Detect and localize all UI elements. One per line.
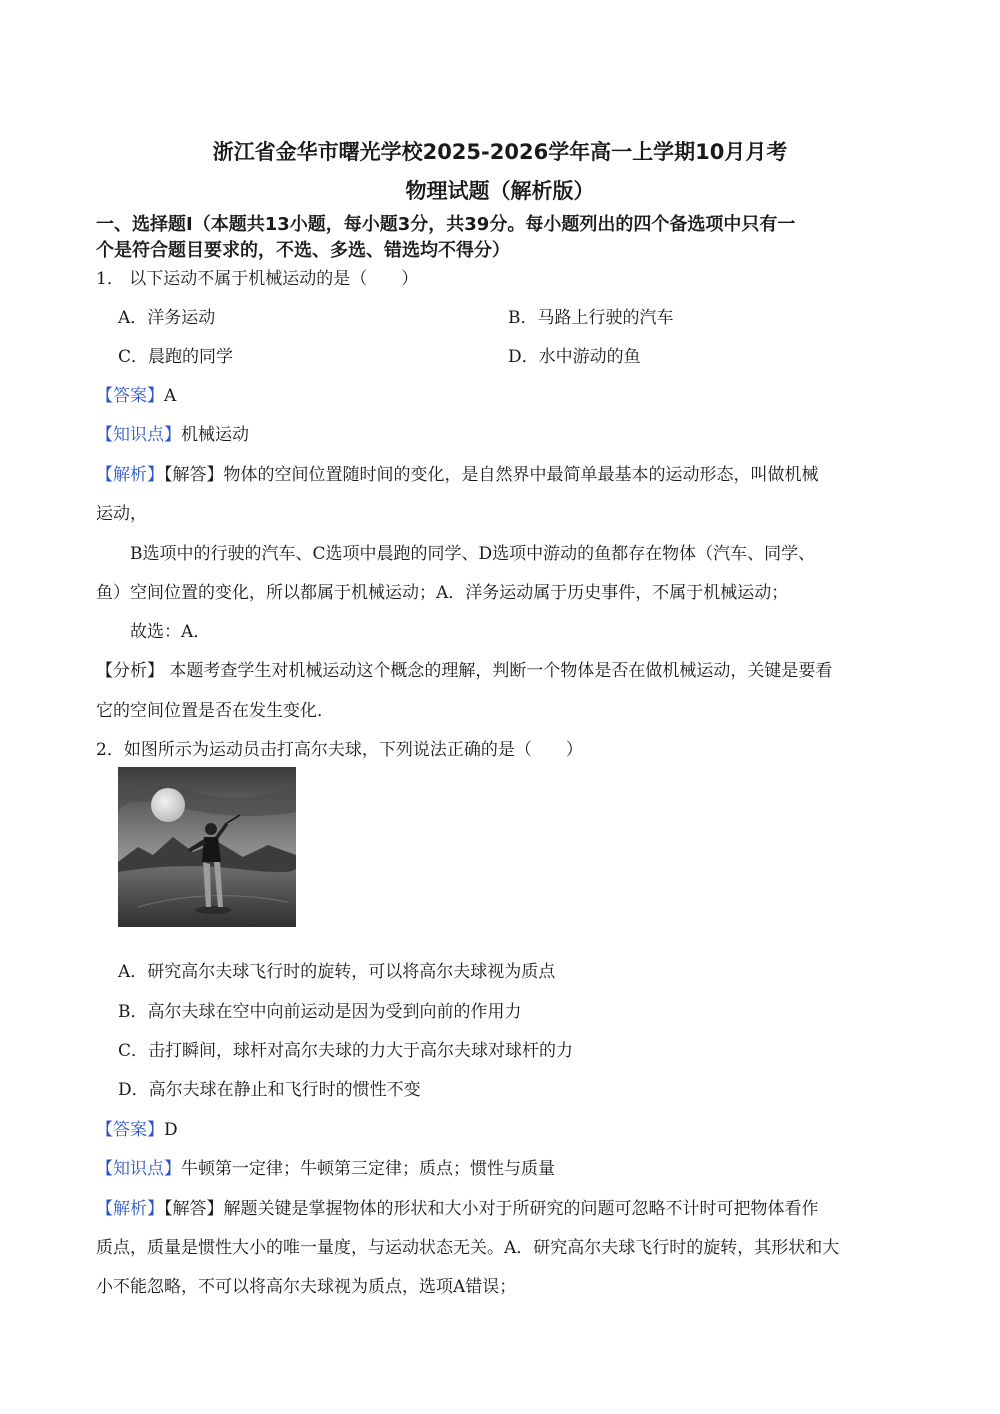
q1-analysis-line4: 鱼）空间位置的变化，所以都属于机械运动；A．洋务运动属于历史事件，不属于机械运动； — [96, 583, 789, 603]
analysis-tag: 【解析】 — [96, 1199, 164, 1219]
q1-answer — [96, 385, 176, 407]
analysis-text: 【解答】物体的空间位置随时间的变化，是自然界中最简单最基本的运动形态，叫做机械 — [164, 465, 819, 485]
analysis-text: 【解答】解题关键是掌握物体的形状和大小对于所研究的问题可忽略不计时可把物体看作 — [164, 1199, 819, 1219]
q1-analysis-line3: B选项中的行驶的汽车、C选项中晨跑的同学、D选项中游动的鱼都存在物体（汽车、同学、 — [130, 544, 816, 564]
document-subtitle: 物理试题（解析版） — [405, 179, 595, 203]
q1-option-d: D．水中游动的鱼 — [508, 347, 641, 367]
q1-option-b: B．马路上行驶的汽车 — [508, 308, 674, 328]
golfer-photo — [118, 767, 296, 927]
q2-knowledge-point — [96, 1158, 555, 1180]
q2-option-a: A．研究高尔夫球飞行时的旋转，可以将高尔夫球视为质点 — [118, 962, 556, 982]
answer-value: A — [164, 386, 177, 406]
q1-comment-line2: 它的空间位置是否在发生变化． — [96, 701, 334, 721]
q1-stem: 1． 以下运动不属于机械运动的是（ ） — [96, 269, 419, 289]
q2-option-c: C．击打瞬间，球杆对高尔夫球的力大于高尔夫球对球杆的力 — [118, 1041, 574, 1061]
knowledge-value: 机械运动 — [181, 425, 249, 445]
q2-analysis-line3: 小不能忽略，不可以将高尔夫球视为质点，选项A错误； — [96, 1277, 517, 1297]
document-title: 浙江省金华市曙光学校2025-2026学年高一上学期10月月考 — [212, 140, 788, 164]
golfer-illustration — [118, 767, 296, 927]
q2-analysis-line2: 质点，质量是惯性大小的唯一量度，与运动状态无关。A．研究高尔夫球飞行时的旋转，其形状和大 — [96, 1238, 840, 1258]
q1-option-a: A．洋务运动 — [118, 308, 216, 328]
section-header-line1: 一、选择题Ⅰ（本题共13小题，每小题3分，共39分。每小题列出的四个备选项中只有一 — [96, 214, 796, 235]
answer-tag: 【答案】 — [96, 1120, 164, 1140]
analysis-tag: 【解析】 — [96, 465, 164, 485]
q1-comment-line1: 【分析】 本题考查学生对机械运动这个概念的理解，判断一个物体是否在做机械运动，关键是要看 — [96, 661, 833, 681]
q1-analysis-line5: 故选：A． — [130, 622, 211, 642]
q2-option-d: D．高尔夫球在静止和飞行时的惯性不变 — [118, 1080, 421, 1100]
knowledge-tag: 【知识点】 — [96, 1159, 181, 1179]
q2-answer — [96, 1119, 178, 1141]
q1-option-c: C．晨跑的同学 — [118, 347, 234, 367]
knowledge-tag: 【知识点】 — [96, 425, 181, 445]
q1-analysis-line2: 运动， — [96, 504, 147, 524]
q1-knowledge-point — [96, 424, 249, 446]
answer-tag: 【答案】 — [96, 386, 164, 406]
section-header-line2: 个是符合题目要求的，不选、多选、错选均不得分） — [96, 240, 510, 261]
q1-analysis-line1 — [96, 464, 819, 486]
answer-value: D — [164, 1120, 178, 1140]
q2-analysis-line1 — [96, 1198, 819, 1220]
q2-stem: 2．如图所示为运动员击打高尔夫球，下列说法正确的是（ ） — [96, 740, 583, 760]
knowledge-value: 牛顿第一定律；牛顿第三定律；质点；惯性与质量 — [181, 1159, 555, 1179]
q2-option-b: B．高尔夫球在空中向前运动是因为受到向前的作用力 — [118, 1002, 522, 1022]
